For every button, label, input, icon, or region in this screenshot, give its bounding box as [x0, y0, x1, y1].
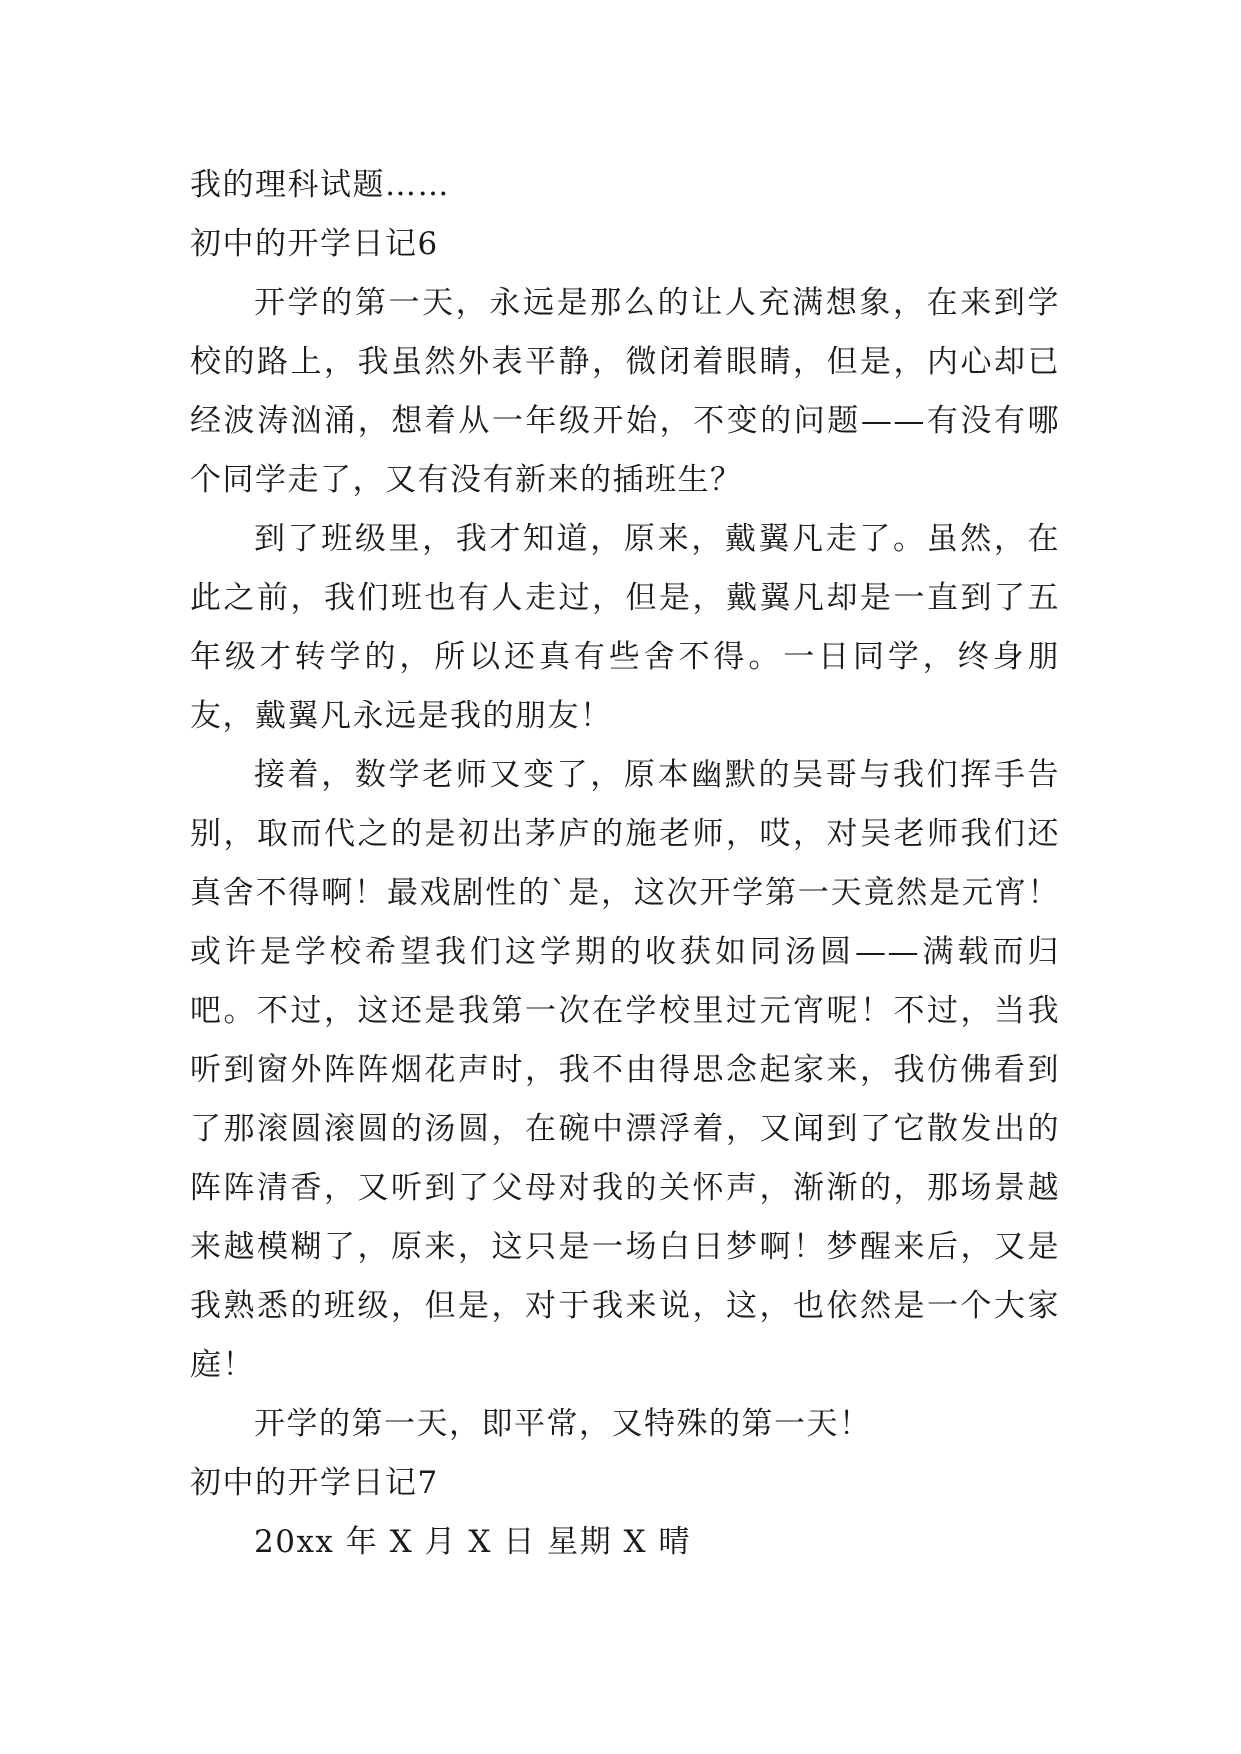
document-body [190, 156, 1060, 1572]
paragraph-1: 开学的第一天，永远是那么的让人充满想象，在来到学校的路上，我虽然外表平静，微闭着眼睛，但是，内心却已经波涛汹涌，想着从一年级开始，不变的问题——有没有哪个同学走了，又有没有新来的插班生？ [190, 285, 1060, 498]
section-title-6: 初中的开学日记6 [190, 226, 439, 262]
lead-line: 我的理科试题…… [190, 167, 450, 203]
paragraph-2: 到了班级里，我才知道，原来，戴翼凡走了。虽然，在此之前，我们班也有人走过，但是，戴翼凡却是一直到了五年级才转学的，所以还真有些舍不得。一日同学，终身朋友，戴翼凡永远是我的朋友！ [190, 521, 1060, 734]
section-title-7: 初中的开学日记7 [190, 1465, 439, 1501]
date-line: 20xx 年 X 月 X 日 星期 X 晴 [254, 1524, 691, 1560]
paragraph-3: 接着，数学老师又变了，原本幽默的吴哥与我们挥手告别，取而代之的是初出茅庐的施老师，哎，对吴老师我们还真舍不得啊！最戏剧性的`是，这次开学第一天竟然是元宵！或许是学校希望我们这学期的收获如同汤圆——满载而归吧。不过，这还是我第一次在学校里过元宵呢！不过，当我听到窗外阵阵烟花声时，我不由得思念起家来，我仿佛看到了那滚圆滚圆的汤圆，在碗中漂浮着，又闻到了它散发出的阵阵清香，又听到了父母对我的关怀声，渐渐的，那场景越来越模糊了，原来，这只是一场白日梦啊！梦醒来后，又是我熟悉的班级，但是，对于我来说，这，也依然是一个大家庭！ [190, 757, 1060, 1383]
paragraph-4: 开学的第一天，即平常，又特殊的第一天！ [254, 1406, 872, 1442]
